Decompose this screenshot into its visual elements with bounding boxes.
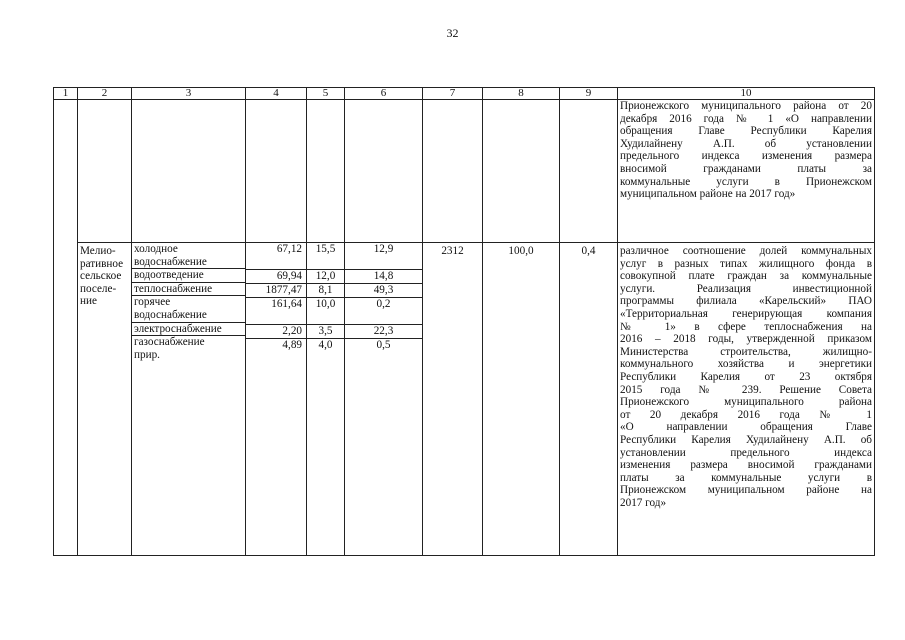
text-line: 2016 – 2018 годы, утвержденной приказом bbox=[620, 333, 872, 346]
value: 49,3 bbox=[345, 284, 422, 298]
text-line: Прионежском муниципальном районе на bbox=[620, 484, 872, 497]
text-line: холодное bbox=[134, 243, 178, 255]
empty-cell bbox=[78, 100, 132, 243]
column-5-values bbox=[307, 243, 345, 556]
empty-cell bbox=[483, 100, 560, 243]
text-line: совокупной плате граждан за коммунальные bbox=[620, 270, 872, 283]
municipality-row bbox=[54, 243, 875, 556]
text-line: прир. bbox=[134, 348, 160, 361]
text-line: водоснабжение bbox=[134, 255, 207, 268]
value: 69,94 bbox=[246, 270, 306, 284]
empty-cell bbox=[560, 100, 618, 243]
service-name bbox=[132, 269, 245, 283]
text-line: декабря 2016 года № 1 «О направлении bbox=[620, 112, 872, 125]
value: 4,0 bbox=[318, 339, 333, 351]
service-list bbox=[132, 243, 246, 556]
column-number-row bbox=[54, 88, 875, 100]
service-name bbox=[132, 243, 245, 269]
text-line: «О направлении обращения Главе bbox=[620, 421, 872, 434]
column-number: 2 bbox=[78, 88, 132, 100]
text-line: обращения Главе Республики Карелия bbox=[620, 125, 872, 138]
text-line: «Территориальная генерирующая компания bbox=[620, 307, 872, 320]
column-number: 9 bbox=[560, 88, 618, 100]
column-9-value: 0,4 bbox=[560, 243, 618, 556]
service-name bbox=[132, 296, 245, 322]
text-line: № 1» в сфере теплоснабжения на bbox=[620, 320, 872, 333]
text-line: вносимой гражданами платы за bbox=[620, 162, 872, 175]
column-6-values bbox=[345, 243, 423, 556]
text-line: Мелио- bbox=[80, 245, 116, 257]
text-line: ние bbox=[80, 295, 97, 308]
empty-cell bbox=[246, 100, 307, 243]
empty-cell bbox=[345, 100, 423, 243]
tariff-table bbox=[53, 87, 875, 556]
empty-cell bbox=[307, 100, 345, 243]
value: 0,5 bbox=[376, 339, 391, 351]
column-number: 6 bbox=[345, 88, 423, 100]
column-number: 8 bbox=[483, 88, 560, 100]
value: 0,2 bbox=[345, 298, 422, 325]
continuation-text bbox=[618, 100, 875, 243]
text-line: платы за коммунальные услуги в bbox=[620, 471, 872, 484]
value: 10,0 bbox=[307, 298, 344, 325]
empty-cell bbox=[54, 100, 78, 556]
service-name bbox=[132, 336, 245, 361]
text-line: ративное bbox=[80, 257, 124, 270]
text-line: различное соотношение долей коммунальных bbox=[620, 245, 872, 257]
column-number: 4 bbox=[246, 88, 307, 100]
value: 12,0 bbox=[307, 270, 344, 284]
text-line: коммунальные услуги в Прионежском bbox=[620, 175, 872, 188]
column-number: 3 bbox=[132, 88, 246, 100]
text-line: муниципальном районе на 2017 год» bbox=[620, 188, 796, 201]
text-line: газоснабжение bbox=[134, 336, 205, 349]
value: 22,3 bbox=[345, 325, 422, 339]
text-line: горячее bbox=[134, 296, 171, 309]
value: 67,12 bbox=[246, 243, 306, 270]
text-line: Прионежского муниципального района от 20 bbox=[620, 100, 872, 112]
text-line: поселе- bbox=[80, 282, 117, 295]
text-line: водоотведение bbox=[134, 269, 204, 282]
service-name bbox=[132, 323, 245, 337]
text-line: от 20 декабря 2016 года № 1 bbox=[620, 408, 872, 421]
value: 15,5 bbox=[307, 243, 344, 270]
text-line: 2017 год» bbox=[620, 496, 667, 509]
text-line: Худилайнену А.П. об установлении bbox=[620, 137, 872, 150]
note-text bbox=[618, 243, 875, 556]
text-line: программы филиала «Карельский» ПАО bbox=[620, 295, 872, 308]
empty-cell bbox=[132, 100, 246, 243]
value: 14,8 bbox=[345, 270, 422, 284]
value: 3,5 bbox=[307, 325, 344, 339]
text-line: коммунального хозяйства и энергетики bbox=[620, 358, 872, 371]
municipality-name bbox=[78, 243, 132, 556]
continuation-row bbox=[54, 100, 875, 243]
value: 2,20 bbox=[246, 325, 306, 339]
text-line: водоснабжение bbox=[134, 308, 207, 321]
column-7-value: 2312 bbox=[423, 243, 483, 556]
value: 4,89 bbox=[282, 339, 302, 351]
text-line: услуги. Реализация инвестиционной bbox=[620, 282, 872, 295]
text-line: электроснабжение bbox=[134, 322, 222, 335]
text-line: теплоснабжение bbox=[134, 282, 213, 295]
text-line: услуг в разных типах жилищного фонда в bbox=[620, 257, 872, 270]
text-line: Республики Карелия Худилайнену А.П. об bbox=[620, 433, 872, 446]
value: 1877,47 bbox=[246, 284, 306, 298]
value: 12,9 bbox=[345, 243, 422, 270]
page-number: 32 bbox=[446, 26, 459, 40]
text-line: предельного индекса изменения размера bbox=[620, 150, 872, 163]
column-4-values bbox=[246, 243, 307, 556]
column-8-value: 100,0 bbox=[483, 243, 560, 556]
text-line: установлении предельного индекса bbox=[620, 446, 872, 459]
column-number: 7 bbox=[423, 88, 483, 100]
value: 161,64 bbox=[246, 298, 306, 325]
column-number: 1 bbox=[54, 88, 78, 100]
service-name bbox=[132, 283, 245, 297]
text-line: Министерства строительства, жилищно- bbox=[620, 345, 872, 358]
text-line: сельское bbox=[80, 270, 122, 283]
text-line: изменения размера вносимой гражданами bbox=[620, 459, 872, 472]
text-line: 2015 года № 239. Решение Совета bbox=[620, 383, 872, 396]
value: 8,1 bbox=[307, 284, 344, 298]
text-line: Республики Карелия от 23 октября bbox=[620, 370, 872, 383]
text-line: Прионежского муниципального района bbox=[620, 396, 872, 409]
column-number: 10 bbox=[618, 88, 875, 100]
empty-cell bbox=[423, 100, 483, 243]
column-number: 5 bbox=[307, 88, 345, 100]
